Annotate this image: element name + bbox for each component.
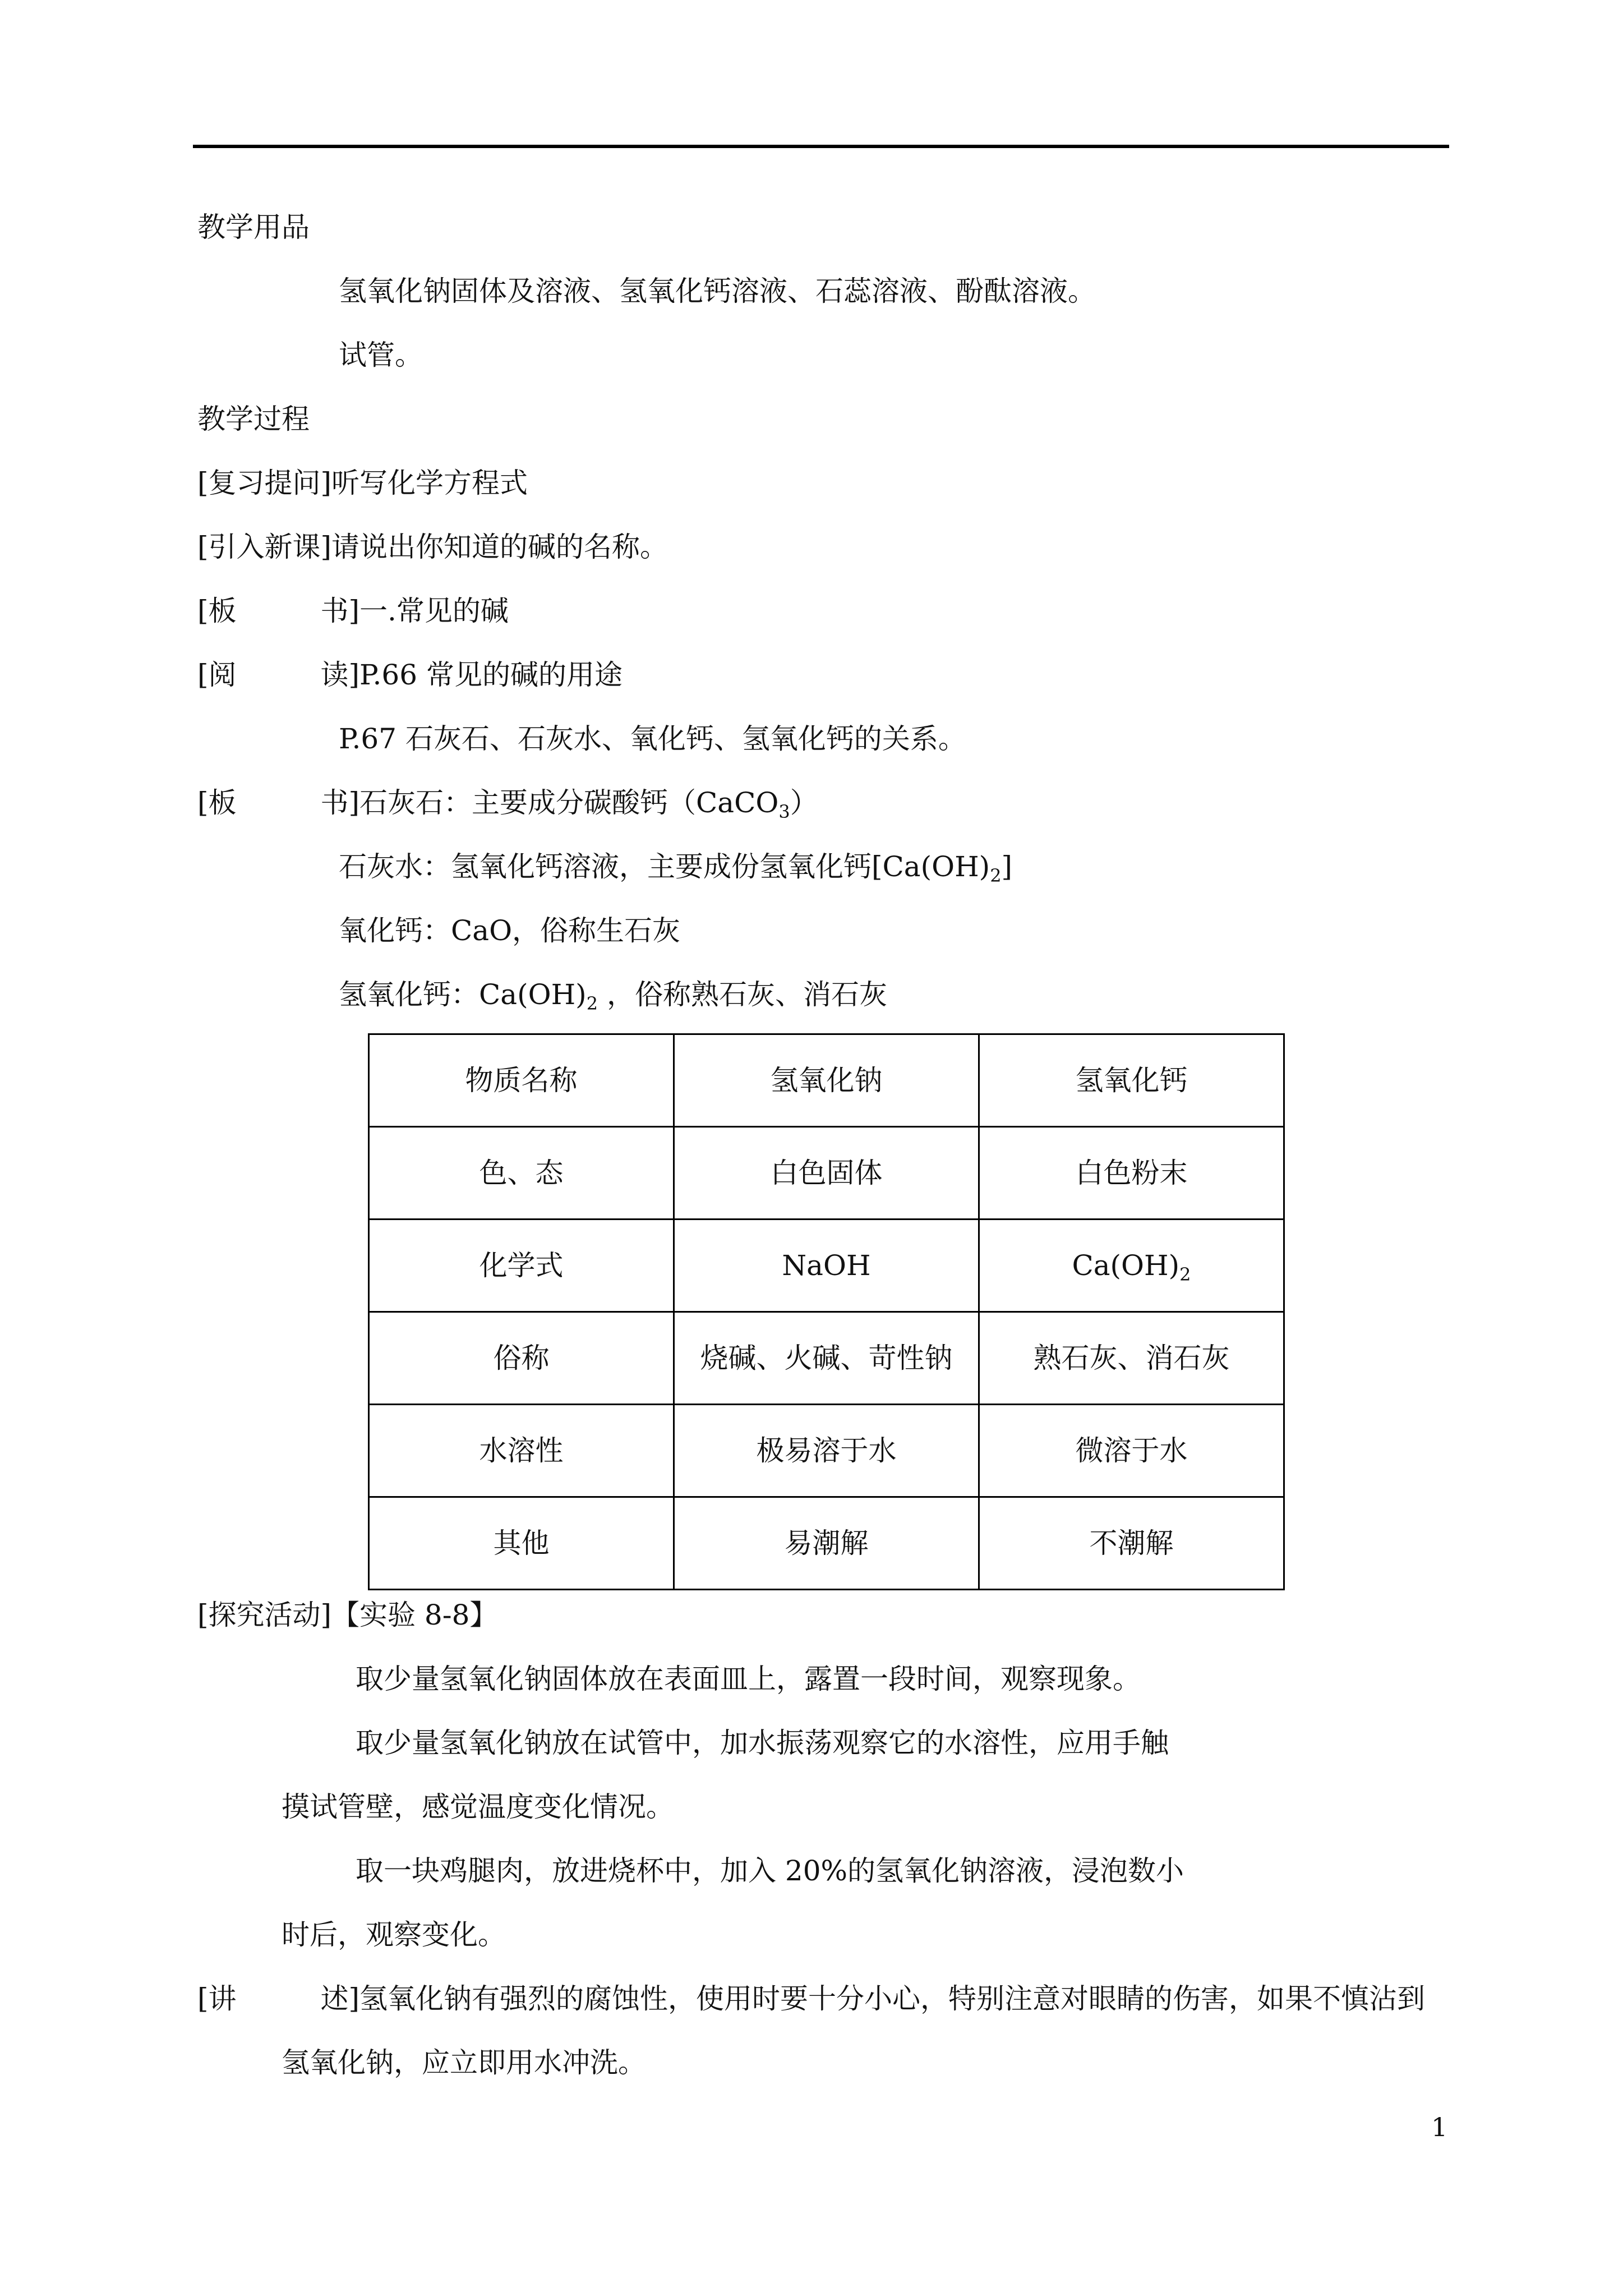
table-row (369, 1497, 1284, 1590)
table-cell: 微溶于水 (979, 1405, 1284, 1497)
read-tag-end: 读] (320, 659, 360, 691)
table-row (369, 1312, 1284, 1405)
board-tag-end: 书] (320, 595, 360, 627)
board-tag-start: [板 (197, 595, 237, 627)
materials-line-1: 氢氧化钠固体及溶液、氢氧化钙溶液、石蕊溶液、酚酞溶液。 (339, 275, 1096, 307)
caoh2-suffix: ，俗称熟石灰、消石灰 (598, 978, 887, 1011)
cao-line: 氧化钙：CaO，俗称生石灰 (339, 914, 681, 947)
review-line (197, 464, 528, 501)
explore-step-2b: 摸试管壁，感觉温度变化情况。 (282, 1791, 674, 1823)
table-cell: 白色固体 (674, 1127, 979, 1220)
lecture-line (197, 1980, 1425, 2017)
intro-tag: [引入新课] (197, 531, 332, 563)
table-cell: NaOH (674, 1220, 979, 1312)
lecture-text: 氢氧化钠有强烈的腐蚀性，使用时要十分小心，特别注意对眼睛的伤害，如果不慎沾到 (359, 1982, 1426, 2015)
table-cell-formula (979, 1220, 1284, 1312)
explore-line (197, 1596, 497, 1634)
header-rule (193, 145, 1449, 148)
board-text: 一.常见的碱 (359, 595, 509, 627)
explore-step-1: 取少量氢氧化钠固体放在表面皿上，露置一段时间，观察现象。 (356, 1663, 1141, 1695)
table-cell: 氢氧化钙 (979, 1034, 1284, 1127)
table-cell: 熟石灰、消石灰 (979, 1312, 1284, 1405)
read-line (197, 656, 623, 693)
materials-line-2: 试管。 (339, 339, 423, 371)
limewater-subscript: 2 (990, 865, 1002, 886)
formula-subscript: 2 (1179, 1264, 1191, 1285)
intro-line (197, 528, 668, 565)
caoh2-text: 氢氧化钙：Ca(OH) (339, 978, 587, 1011)
table-cell: 白色粉末 (979, 1127, 1284, 1220)
table-cell: 氢氧化钠 (674, 1034, 979, 1127)
table-row (369, 1127, 1284, 1220)
table-row (369, 1034, 1284, 1127)
formula-text: Ca(OH) (1072, 1249, 1180, 1282)
read-line-2: P.67 石灰石、石灰水、氧化钙、氢氧化钙的关系。 (339, 723, 966, 755)
materials-heading: 教学用品 (197, 211, 310, 243)
explore-tag: [探究活动] (197, 1599, 332, 1631)
review-tag: [复习提问] (197, 467, 332, 499)
table-cell: 水溶性 (369, 1405, 674, 1497)
table-cell: 不潮解 (979, 1497, 1284, 1590)
board-line-1 (197, 592, 509, 629)
limestone-subscript: 3 (778, 801, 790, 822)
explore-step-2a: 取少量氢氧化钠放在试管中，加水振荡观察它的水溶性，应用手触 (356, 1727, 1169, 1759)
limewater-suffix: ] (1001, 850, 1013, 883)
board2-tag-start: [板 (197, 786, 237, 819)
base-comparison-table (368, 1033, 1285, 1590)
board2-tag-end: 书] (320, 786, 360, 819)
limewater-line (339, 848, 1012, 885)
board-line-2 (197, 784, 818, 821)
limestone-suffix: ） (790, 786, 818, 819)
table-cell: 其他 (369, 1497, 674, 1590)
page-number: 1 (1431, 2112, 1448, 2142)
table-cell: 烧碱、火碱、苛性钠 (674, 1312, 979, 1405)
table-cell: 极易溶于水 (674, 1405, 979, 1497)
read-tag-start: [阅 (197, 659, 237, 691)
table-cell: 俗称 (369, 1312, 674, 1405)
lecture-line-2: 氢氧化钠，应立即用水冲洗。 (282, 2046, 646, 2079)
explore-step-3a: 取一块鸡腿肉，放进烧杯中，加入 20%的氢氧化钠溶液，浸泡数小 (356, 1855, 1184, 1887)
table-cell: 易潮解 (674, 1497, 979, 1590)
table-cell: 物质名称 (369, 1034, 674, 1127)
experiment-label: 【实验 8-8】 (331, 1599, 498, 1631)
table-cell: 色、态 (369, 1127, 674, 1220)
limestone-text: 石灰石：主要成分碳酸钙（CaCO (359, 786, 779, 819)
intro-text: 请说出你知道的碱的名称。 (331, 531, 668, 563)
lecture-tag-end: 述] (320, 1982, 360, 2015)
explore-step-3b: 时后，观察变化。 (282, 1918, 506, 1951)
table-cell: 化学式 (369, 1220, 674, 1312)
caoh2-line (339, 976, 887, 1013)
limewater-text: 石灰水：氢氧化钙溶液，主要成份氢氧化钙[Ca(OH) (339, 850, 990, 883)
read-text: P.66 常见的碱的用途 (359, 659, 623, 691)
process-heading: 教学过程 (197, 403, 310, 435)
lecture-tag-start: [讲 (197, 1982, 237, 2015)
review-text: 听写化学方程式 (331, 467, 528, 499)
table-row (369, 1405, 1284, 1497)
table-row (369, 1220, 1284, 1312)
caoh2-subscript: 2 (586, 993, 598, 1014)
